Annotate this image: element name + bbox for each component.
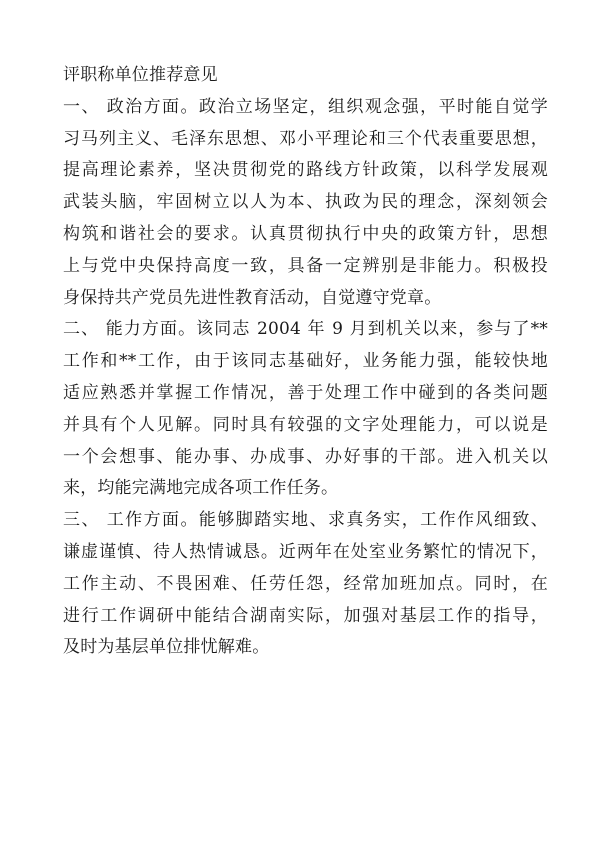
document-title: 评职称单位推荐意见 bbox=[63, 65, 218, 85]
section-political-line: 一、 政治方面。政治立场坚定，组织观念强，平时能自觉学 bbox=[63, 96, 548, 117]
section-ability-line: 并具有个人见解。同时具有较强的文字处理能力，可以说是 bbox=[63, 414, 548, 435]
section-political-line: 提高理论素养，坚决贯彻党的路线方针政策，以科学发展观 bbox=[63, 160, 548, 181]
section-ability-line: 来，均能完满地完成各项工作任务。 bbox=[63, 478, 339, 499]
section-political-line: 习马列主义、毛泽东思想、邓小平理论和三个代表重要思想， bbox=[63, 128, 548, 149]
section-work-line: 工作主动、不畏困难、任劳任怨，经常加班加点。同时，在 bbox=[63, 573, 548, 594]
section-ability-line: 工作和**工作，由于该同志基础好，业务能力强，能较快地 bbox=[63, 351, 548, 372]
section-political-line: 构筑和谐社会的要求。认真贯彻执行中央的政策方针，思想 bbox=[63, 223, 548, 244]
document-body bbox=[63, 60, 548, 664]
section-political-line: 身保持共产党员先进性教育活动，自觉遵守党章。 bbox=[63, 287, 442, 308]
section-work-line: 及时为基层单位排忧解难。 bbox=[63, 637, 270, 658]
section-political-line: 武装头脑，牢固树立以人为本、执政为民的理念，深刻领会 bbox=[63, 192, 548, 213]
section-political-line: 上与党中央保持高度一致，具备一定辨别是非能力。积极投 bbox=[63, 255, 548, 276]
section-ability-line: 二、 能力方面。该同志 2004 年 9 月到机关以来，参与了** bbox=[63, 319, 548, 340]
section-work-line: 谦虚谨慎、待人热情诚恳。近两年在处室业务繁忙的情况下， bbox=[63, 541, 548, 562]
section-work-line: 三、 工作方面。能够脚踏实地、求真务实，工作作风细致、 bbox=[63, 510, 548, 531]
section-ability-line: 一个会想事、能办事、办成事、办好事的干部。进入机关以 bbox=[63, 446, 548, 467]
section-ability-line: 适应熟悉并掌握工作情况，善于处理工作中碰到的各类问题 bbox=[63, 382, 548, 403]
section-work-line: 进行工作调研中能结合湖南实际，加强对基层工作的指导， bbox=[63, 605, 548, 626]
